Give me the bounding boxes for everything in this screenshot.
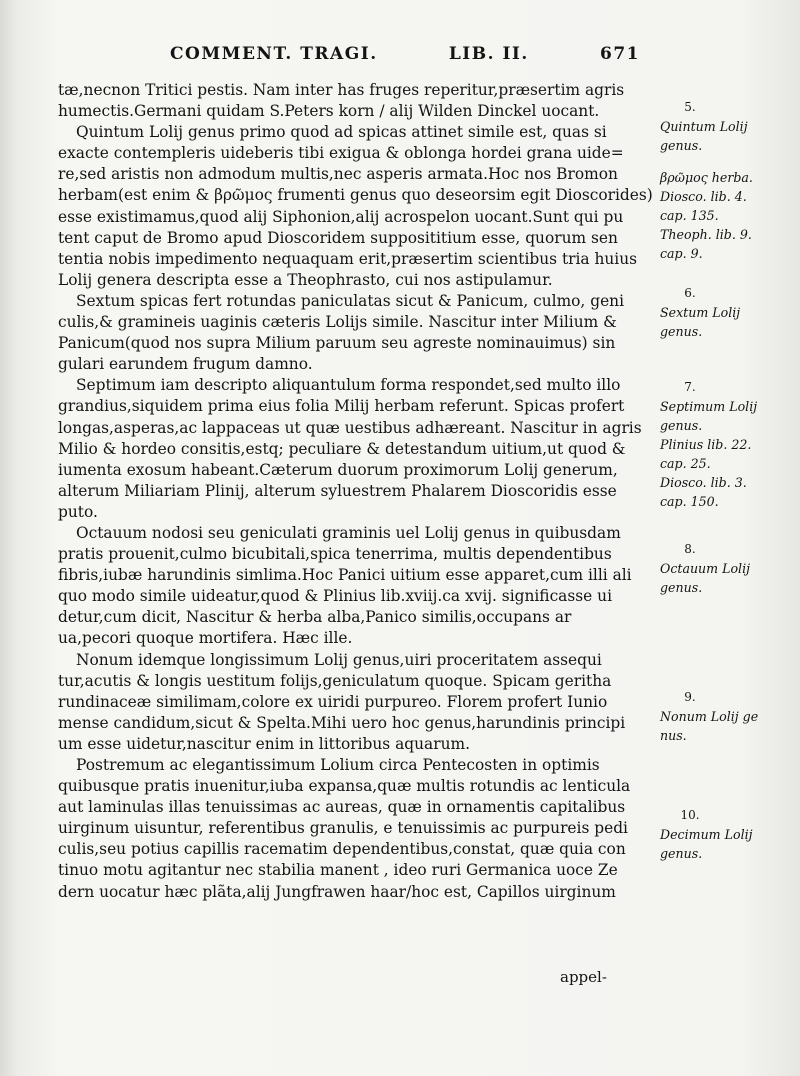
text-line: exacte contempleris uideberis tibi exigua & oblonga hordei grana uide= [58,144,624,163]
margin-note-number: 8. [684,542,696,556]
margin-note-line: cap. 135. [660,208,719,223]
margin-note-line: Plinius lib. 22. [660,437,752,452]
paragraph [58,650,656,755]
margin-note-number: 6. [684,286,696,300]
margin-note-line: genus. [660,418,703,433]
margin-note [660,688,795,745]
margin-note-line: Septimum Lolij [660,399,758,414]
margin-note-line: genus. [660,138,703,153]
margin-note-line: Octauum Lolij [660,561,751,576]
header-title: COMMENT. TRAGI. [170,44,378,64]
text-line: humectis.Germani quidam S.Peters korn / alij Wilden Dinckel uocant. [58,102,600,121]
paragraph [58,80,656,122]
text-line: culis,& gramineis uaginis cæteris Lolijs simile. Nascitur inter Milium & [58,313,617,332]
paragraph [58,122,656,291]
text-line: iumenta exosum habeant.Cæterum duorum proximorum Lolij generum, [58,460,618,479]
page-number: 671 [600,44,640,64]
margin-note [660,98,795,155]
margin-note [660,284,795,341]
text-line: Quintum Lolij genus primo quod ad spicas attinet simile est, quas si [76,123,607,142]
margin-note-line: cap. 150. [660,494,719,509]
text-line: quibusque pratis inuenitur,iuba expansa,quæ multis rotundis ac lenticula [58,777,631,796]
running-header [170,44,640,64]
margin-note-line: Diosco. lib. 3. [660,475,747,490]
text-line: quo modo simile uideatur,quod & Plinius lib.xviij.ca xvij. significasse ui [58,587,612,606]
margin-note-line: cap. 9. [660,246,703,261]
text-line: fibris,iubæ harundinis simlima.Hoc Panici uitium esse apparet,cum illi ali [58,566,632,585]
text-line: re,sed aristis non admodum multis,nec asperis armata.Hoc nos Bromon [58,165,618,184]
text-line: puto. [58,502,98,521]
text-line: rundinaceæ similimam,colore ex uiridi purpureo. Florem profert Iunio [58,692,608,711]
margin-note-line: Diosco. lib. 4. [660,189,747,204]
margin-note-line: genus. [660,846,703,861]
paragraph [58,755,656,903]
text-line: ua,pecori quoque mortifera. Hæc ille. [58,629,353,648]
text-line: tur,acutis & longis uestitum folijs,geniculatum quoque. Spicam geritha [58,671,612,690]
text-line: dern uocatur hæc plãta,alij Jungfrawen haar/hoc est, Capillos uirginum [58,882,616,901]
text-line: esse existimamus,quod alij Siphonion,alij acrospelon uocant.Sunt qui pu [58,207,624,226]
margin-note-line: βρῶμος herba. [660,170,753,185]
text-line: tentia nobis impedimento nequaquam erit,præsertim scientibus tria huius [58,249,638,268]
margin-note-line: Theoph. lib. 9. [660,227,752,242]
margin-note-number: 5. [684,100,696,114]
margin-note [660,540,795,597]
text-line: Postremum ac elegantissimum Lolium circa Pentecosten in optimis [76,756,600,774]
text-line: tent caput de Bromo apud Dioscoridem supposititium esse, quorum sen [58,228,618,247]
text-line: uirginum uisuntur, referentibus granulis, e tenuissimis ac purpureis pedi [58,819,628,838]
text-line: longas,asperas,ac lappaceas ut quæ uestibus adhæreant. Nascitur in agris [58,418,642,437]
text-line: tæ,necnon Tritici pestis. Nam inter has fruges reperitur,præsertim agris [58,81,625,99]
text-line: alterum Miliariam Plinij, alterum syluestrem Phalarem Dioscoridis esse [58,481,617,500]
text-line: Milio & hordeo consitis,estq; peculiare & detestandum uitium,ut quod & [58,439,626,458]
text-line: Sextum spicas fert rotundas paniculatas sicut & Panicum, culmo, geni [76,291,625,310]
text-line: tinuo motu agitantur nec stabilia manent , ideo ruri Germanica uoce Ze [58,861,618,880]
margin-note-line: genus. [660,324,703,339]
margin-note-line: Decimum Lolij [660,827,753,842]
margin-note-number: 10. [680,808,700,822]
main-text [58,80,656,903]
text-line: mense candidum,sicut & Spelta.Mihi uero hoc genus,harundinis principi [58,713,626,732]
text-line: um esse uidetur,nascitur enim in littoribus aquarum. [58,734,470,753]
margin-note-line: cap. 25. [660,456,711,471]
margin-note-line: Nonum Lolij ge [660,709,759,724]
text-line: detur,cum dicit, Nascitur & herba alba,Panico similis,occupans ar [58,608,572,627]
text-line: herbam(est enim & βρῶμος frumenti genus quo deseorsim egit Dioscorides) [58,186,653,205]
margin-note-line: genus. [660,580,703,595]
margin-note-number: 9. [684,690,696,704]
margin-note-line: nus. [660,728,687,743]
paragraph [58,375,656,523]
catchword: appel- [560,968,607,986]
header-book: LIB. II. [448,44,529,64]
margin-note-number: 7. [684,380,696,394]
text-line: aut laminulas illas tenuissimas ac aureas, quæ in ornamentis capitalibus [58,798,626,817]
margin-note [660,378,795,511]
text-line: Panicum(quod nos supra Milium paruum seu agreste nominauimus) sin [58,334,616,353]
margin-note [660,806,795,863]
paragraph [58,291,656,375]
margin-note [660,168,795,263]
text-line: Septimum iam descripto aliquantulum forma respondet,sed multo illo [76,376,621,395]
text-line: Nonum idemque longissimum Lolij genus,uiri proceritatem assequi [76,650,602,669]
text-line: gulari earundem frugum damno. [58,355,313,374]
margin-note-line: Sextum Lolij [660,305,741,320]
paragraph [58,523,656,650]
margin-note-line: Quintum Lolij [660,119,748,134]
text-line: culis,seu potius capillis racematim dependentibus,constat, quæ quia con [58,840,626,859]
text-line: pratis prouenit,culmo bicubitali,spica tenerrima, multis dependentibus [58,545,612,564]
text-line: grandius,siquidem prima eius folia Milij herbam referunt. Spicas profert [58,397,625,416]
text-line: Octauum nodosi seu geniculati graminis uel Lolij genus in quibusdam [76,523,621,542]
text-line: Lolij genera descripta esse a Theophrasto, cui nos astipulamur. [58,270,553,289]
